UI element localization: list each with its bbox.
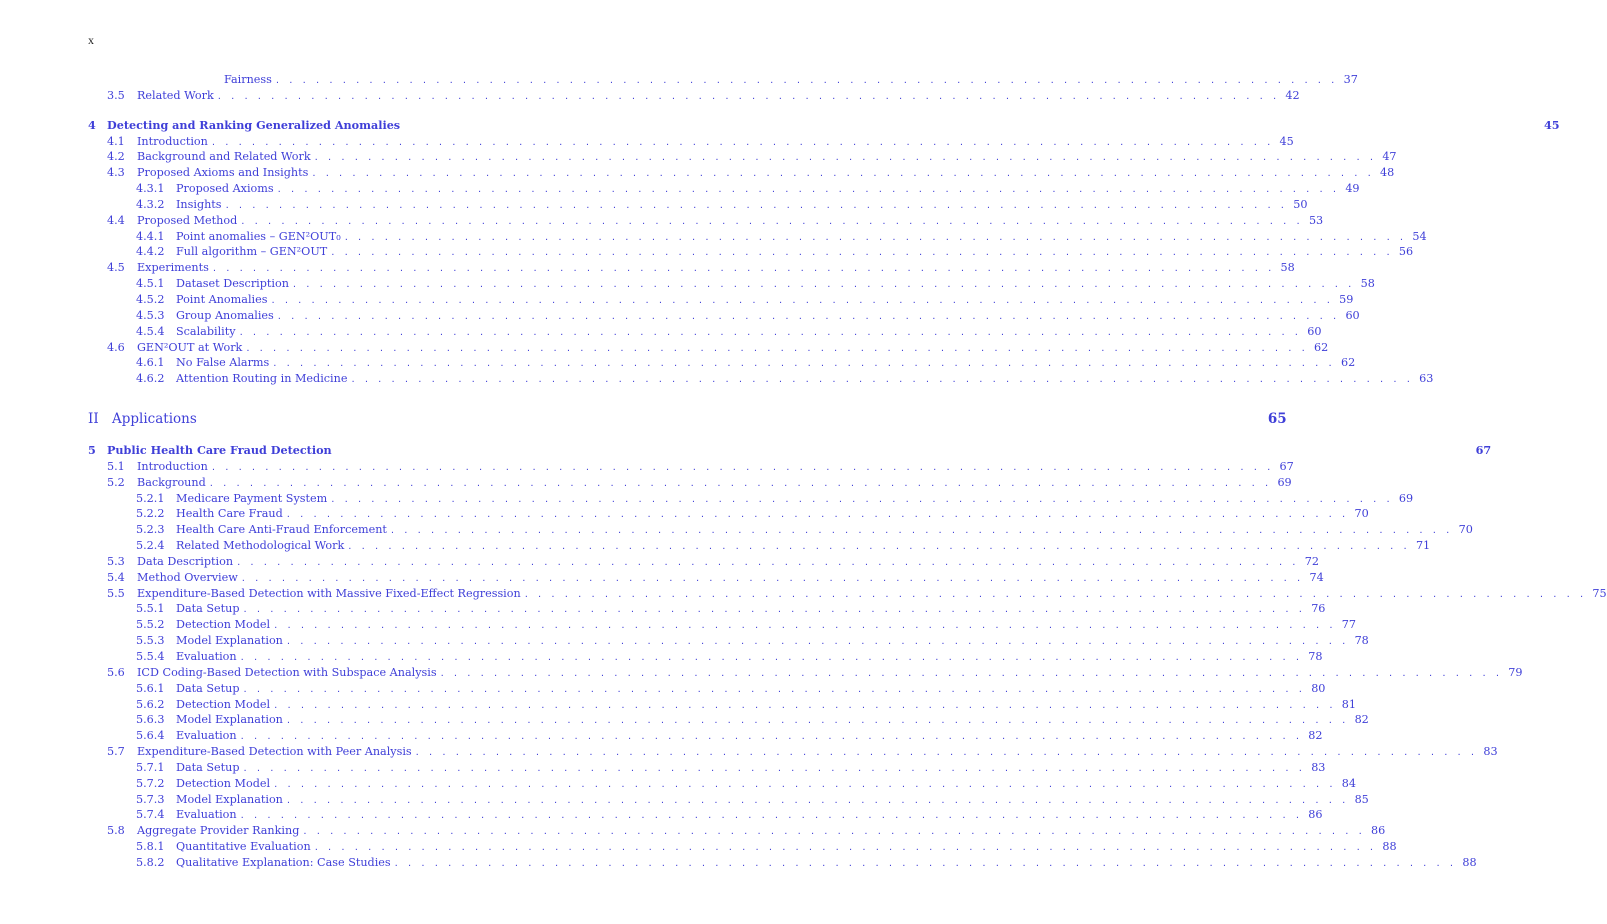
toc-entry[interactable]	[88, 197, 1308, 213]
toc-entry-page[interactable]: 76	[1311, 602, 1326, 616]
toc-entry-number: 4.4.2	[136, 245, 165, 259]
toc-entry-title[interactable]: Applications	[112, 411, 197, 428]
toc-entry-page[interactable]: 48	[1380, 166, 1395, 180]
dot-leader: . . . . . . . . . . . . . . . . . . . . . . . . . . . . . . . . . . . . . . . . . . . . . . . . . . . . . . . . . . . . . . . . . . . . . . . . . . . . . . . .	[240, 731, 1303, 743]
toc-entry-number: 5.8.2	[136, 855, 165, 869]
toc-entry-page[interactable]: 78	[1354, 634, 1369, 648]
dot-leader: . . . . . . . . . . . . . . . . . . . . . . . . . . . . . . . . . . . . . . . . . . . . . . . . . . . . . . . . . . . . . . . . . . . . . . . . . . . . . . . .	[344, 231, 1407, 243]
toc-entry-title[interactable]: Health Care Fraud	[176, 507, 283, 521]
toc-entry-title[interactable]: Introduction	[137, 134, 208, 148]
toc-entry-title[interactable]: Data Setup	[176, 681, 240, 695]
toc-entry-title[interactable]: Evaluation	[176, 808, 237, 822]
dot-leader: . . . . . . . . . . . . . . . . . . . . . . . . . . . . . . . . . . . . . . . . . . . . . . . . . . . . . . . . . . . . . . . . . . . . . . . . . . . . . . . .	[225, 199, 1288, 211]
toc-entry-page[interactable]: 45	[1544, 117, 1560, 132]
dot-leader: . . . . . . . . . . . . . . . . . . . . . . . . . . . . . . . . . . . . . . . . . . . . . . . . . . . . . . . . . . . . . . . . . . . . . . . . . . . . . . . .	[286, 636, 1349, 648]
table-of-contents	[88, 72, 1607, 871]
toc-entry-page[interactable]: 54	[1412, 229, 1427, 243]
toc-entry-title[interactable]: Evaluation	[176, 650, 237, 663]
toc-entry-title[interactable]: Data Setup	[176, 602, 240, 616]
toc-entry[interactable]	[88, 855, 1477, 871]
toc-entry-title[interactable]: Method Overview	[137, 570, 238, 584]
toc-entry[interactable]	[88, 633, 1369, 649]
toc-entry-page[interactable]: 63	[1419, 372, 1434, 386]
toc-entry[interactable]	[88, 522, 1473, 538]
toc-entry-page[interactable]: 67	[1279, 459, 1294, 473]
toc-entry-title[interactable]: Proposed Axioms	[176, 182, 274, 196]
toc-entry-number: 5.5.4	[136, 650, 165, 663]
toc-entry-title[interactable]: Quantitative Evaluation	[176, 840, 311, 854]
page-number: x	[88, 33, 94, 47]
dot-leader: . . . . . . . . . . . . . . . . . . . . . . . . . . . . . . . . . . . . . . . . . . . . . . . . . . . . . . . . . . . . . . . . . . . . . . . . . . . . . . . .	[394, 857, 1457, 869]
toc-entry-title[interactable]: Background	[137, 475, 206, 489]
toc-entry-title[interactable]: Medicare Payment System	[176, 491, 328, 505]
toc-entry-page[interactable]: 79	[1508, 665, 1523, 679]
toc-entry-page[interactable]: 82	[1308, 729, 1323, 743]
toc-entry[interactable]	[88, 649, 1323, 665]
toc-entry-page[interactable]: 83	[1311, 760, 1326, 774]
toc-entry-number: 5.4	[107, 570, 125, 584]
toc-entry-title[interactable]: GEN²OUT at Work	[137, 340, 243, 354]
toc-entry[interactable]	[88, 308, 1360, 324]
toc-entry-page[interactable]: 53	[1308, 213, 1324, 227]
toc-entry-page[interactable]: 81	[1341, 697, 1357, 711]
toc-entry-number: 4.5	[107, 261, 125, 275]
toc-entry-number: 5.7.3	[136, 792, 165, 806]
toc-entry-page[interactable]: 50	[1293, 197, 1308, 211]
toc-entry-title[interactable]: Attention Routing in Medicine	[176, 372, 348, 386]
toc-entry-number: 4.6.2	[136, 372, 165, 386]
toc-entry-number: 5.2.2	[136, 507, 165, 521]
toc-entry-number: 5.5.3	[136, 634, 165, 648]
dot-leader: . . . . . . . . . . . . . . . . . . . . . . . . . . . . . . . . . . . . . . . . . . . . . . . . . . . . . . . . . . . . . . . . . . . . . . . . . . . . . . . .	[240, 652, 1303, 663]
toc-entry[interactable]	[88, 409, 1287, 429]
dot-leader: . . . . . . . . . . . . . . . . . . . . . . . . . . . . . . . . . . . . . . . . . . . . . . . . . . . . . . . . . . . . . . . . . . . . . . . . . . . . . . . .	[241, 572, 1304, 584]
toc-entry-title[interactable]: Expenditure-Based Detection with Massive Fixed-Effect Regression	[137, 586, 521, 600]
toc-entry-page[interactable]: 65	[1267, 411, 1287, 428]
toc-entry[interactable]	[88, 324, 1322, 340]
toc-entry-page[interactable]: 69	[1398, 491, 1414, 505]
dot-leader: . . . . . . . . . . . . . . . . . . . . . . . . . . . . . . . . . . . . . . . . . . . . . . . . . . . . . . . . . . . . . . . . . . . . . . . . . . . . . . . .	[217, 90, 1280, 102]
toc-entry-title[interactable]: Dataset Description	[176, 277, 289, 291]
toc-entry-page[interactable]: 71	[1415, 539, 1431, 553]
toc-entry[interactable]	[88, 823, 1386, 839]
dot-leader: . . . . . . . . . . . . . . . . . . . . . . . . . . . . . . . . . . . . . . . . . . . . . . . . . . . . . . . . . . . . . . . . . . . . . . . . . . . . . . . .	[277, 310, 1340, 322]
toc-entry-title[interactable]: Scalability	[176, 324, 236, 338]
toc-entry-page[interactable]: 82	[1354, 713, 1369, 727]
toc-entry-page[interactable]: 85	[1354, 792, 1369, 806]
toc-entry-title[interactable]: Point Anomalies	[176, 292, 268, 306]
toc-entry-title[interactable]: Detection Model	[176, 618, 271, 632]
toc-entry[interactable]	[88, 88, 1300, 104]
toc-entry-title[interactable]: Insights	[176, 197, 222, 211]
toc-entry[interactable]	[88, 340, 1329, 356]
toc-entry-title[interactable]: Evaluation	[176, 729, 237, 743]
toc-entry[interactable]	[88, 276, 1375, 292]
toc-entry[interactable]	[88, 229, 1427, 245]
toc-entry-title[interactable]: Introduction	[137, 459, 208, 473]
dot-leader: . . . . . . . . . . . . . . . . . . . . . . . . . . . . . . . . . . . . . . . . . . . . . . . . . . . . . . . . . . . . . . . . . . . . . . . . . . . . . . . .	[286, 509, 1349, 521]
toc-entry[interactable]	[88, 728, 1323, 744]
toc-entry-page[interactable]: 59	[1339, 292, 1354, 306]
dot-leader: . . . . . . . . . . . . . . . . . . . . . . . . . . . . . . . . . . . . . . . . . . . . . . . . . . . . . . . . . . . . . . . . . . . . . . . . . . . . . . . .	[274, 699, 1337, 711]
toc-entry-number: 4.5.2	[136, 292, 165, 306]
toc-entry-page[interactable]: 86	[1371, 824, 1386, 838]
toc-entry-number: 4.5.3	[136, 308, 165, 322]
toc-entry[interactable]	[88, 538, 1431, 554]
toc-entry-title[interactable]: Related Methodological Work	[176, 539, 345, 553]
toc-entry[interactable]	[88, 744, 1498, 760]
toc-entry[interactable]	[88, 617, 1357, 633]
toc-entry[interactable]	[88, 134, 1294, 150]
dot-leader: . . . . . . . . . . . . . . . . . . . . . . . . . . . . . . . . . . . . . . . . . . . . . . . . . . . . . . . . . . . . . . . . . . . . . . . . . . . . . . . .	[274, 778, 1337, 790]
toc-entry-number: 4.4	[107, 213, 125, 227]
toc-entry[interactable]	[88, 712, 1369, 728]
toc-entry-title[interactable]: ICD Coding-Based Detection with Subspace Analysis	[137, 665, 437, 679]
toc-entry-number: 5.5	[107, 586, 125, 600]
toc-entry-number: 5.8.1	[136, 840, 165, 854]
toc-entry-page[interactable]: 77	[1341, 618, 1357, 632]
toc-entry-number: 4.1	[107, 134, 125, 148]
dot-leader: . . . . . . . . . . . . . . . . . . . . . . . . . . . . . . . . . . . . . . . . . . . . . . . . . . . . . . . . . . . . . . . . . . . . . . . . . . . . . . . .	[211, 461, 1274, 473]
toc-entry-title[interactable]: Data Description	[137, 554, 234, 568]
dot-leader: . . . . . . . . . . . . . . . . . . . . . . . . . . . . . . . . . . . . . . . . . . . . . . . . . . . . . . . . . . . . . . . . . . . . . . . . . . . . . . . .	[277, 184, 1340, 196]
toc-entry-title[interactable]: Detection Model	[176, 776, 271, 790]
dot-leader: . . . . . . . . . . . . . . . . . . . . . . . . . . . . . . . . . . . . . . . . . . . . . . . . . . . . . . . . . . . . . . . . . . . . . . . . . . . . . . . .	[275, 75, 1338, 86]
dot-leader: . . . . . . . . . . . . . . . . . . . . . . . . . . . . . . . . . . . . . . . . . . . . . . . . . . . . . . . . . . . . . . . . . . . . . . . . . . . . . . . .	[246, 342, 1309, 354]
toc-entry-number: II	[88, 411, 99, 428]
toc-entry[interactable]	[88, 807, 1323, 823]
toc-entry-page[interactable]: 75	[1592, 586, 1607, 600]
toc-entry[interactable]	[88, 681, 1326, 697]
toc-entry-page[interactable]: 88	[1382, 840, 1397, 854]
toc-entry-title[interactable]: Proposed Axioms and Insights	[137, 166, 309, 180]
toc-entry-page[interactable]: 47	[1382, 150, 1397, 164]
toc-entry[interactable]	[88, 443, 1492, 459]
toc-entry-number: 3.5	[107, 88, 125, 102]
dot-leader: . . . . . . . . . . . . . . . . . . . . . . . . . . . . . . . . . . . . . . . . . . . . . . . . . . . . . . . . . . . . . . . . . . . . . . . . . . . . . . . .	[415, 747, 1478, 759]
toc-entry-number: 5.7	[107, 745, 125, 759]
toc-entry-page[interactable]: 70	[1458, 523, 1473, 537]
toc-entry-page[interactable]: 69	[1277, 475, 1292, 489]
dot-leader: . . . . . . . . . . . . . . . . . . . . . . . . . . . . . . . . . . . . . . . . . . . . . . . . . . . . . . . . . . . . . . . . . . . . . . . . . . . . . . . .	[351, 374, 1414, 386]
toc-entry[interactable]	[88, 117, 1560, 134]
toc-entry[interactable]	[88, 839, 1397, 855]
toc-entry-number: 5.2	[107, 475, 125, 489]
dot-leader: . . . . . . . . . . . . . . . . . . . . . . . . . . . . . . . . . . . . . . . . . . . . . . . . . . . . . . . . . . . . . . . . . . . . . . . . . . . . . . . .	[286, 794, 1349, 806]
dot-leader: . . . . . . . . . . . . . . . . . . . . . . . . . . . . . . . . . . . . . . . . . . . . . . . . . . . . . . . . . . . . . . . . . . . . . . . . . . . . . . . .	[240, 810, 1303, 822]
toc-entry-page[interactable]: 78	[1308, 650, 1323, 663]
toc-entry-page[interactable]: 49	[1345, 182, 1360, 196]
toc-entry-title[interactable]: Qualitative Explanation: Case Studies	[176, 855, 391, 869]
dot-leader: . . . . . . . . . . . . . . . . . . . . . . . . . . . . . . . . . . . . . . . . . . . . . . . . . . . . . . . . . . . . . . . . . . . . . . . . . . . . . . . .	[312, 168, 1375, 180]
toc-entry-number: 5.6	[107, 665, 125, 679]
toc-entry[interactable]	[88, 491, 1414, 507]
toc-entry-title[interactable]: Experiments	[137, 261, 209, 275]
toc-entry-title[interactable]: Detecting and Ranking Generalized Anomalies	[107, 117, 401, 132]
toc-entry-title[interactable]: Expenditure-Based Detection with Peer Analysis	[137, 745, 412, 759]
toc-entry-title[interactable]: Health Care Anti-Fraud Enforcement	[176, 523, 387, 537]
dot-leader: . . . . . . . . . . . . . . . . . . . . . . . . . . . . . . . . . . . . . . . . . . . . . . . . . . . . . . . . . . . . . . . . . . . . . . . . . . . . . . . .	[440, 667, 1503, 679]
dot-leader: . . . . . . . . . . . . . . . . . . . . . . . . . . . . . . . . . . . . . . . . . . . . . . . . . . . . . . . . . . . . . . . . . . . . . . . . . . . . . . . .	[292, 279, 1355, 291]
toc-entry-page[interactable]: 80	[1311, 681, 1326, 695]
toc-entry-number: 4.2	[107, 150, 125, 164]
dot-leader: . . . . . . . . . . . . . . . . . . . . . . . . . . . . . . . . . . . . . . . . . . . . . . . . . . . . . . . . . . . . . . . . . . . . . . . . . . . . . . . .	[524, 588, 1587, 600]
dot-leader: . . . . . . . . . . . . . . . . . . . . . . . . . . . . . . . . . . . . . . . . . . . . . . . . . . . . . . . . . . . . . . . . . . . . . . . . . . . . . . . .	[390, 525, 1453, 537]
toc-entry-number: 5.6.2	[136, 697, 165, 711]
toc-entry-number: 5.5.2	[136, 618, 165, 632]
dot-leader: . . . . . . . . . . . . . . . . . . . . . . . . . . . . . . . . . . . . . . . . . . . . . . . . . . . . . . . . . . . . . . . . . . . . . . . . . . . . . . . .	[348, 541, 1411, 553]
toc-entry-title[interactable]: Model Explanation	[176, 634, 283, 648]
toc-entry-page[interactable]: 60	[1345, 308, 1360, 322]
toc-entry[interactable]	[88, 244, 1414, 260]
toc-entry-page[interactable]: 62	[1340, 356, 1356, 370]
toc-entry-page[interactable]: 56	[1398, 245, 1414, 259]
toc-entry[interactable]	[88, 371, 1434, 387]
toc-entry[interactable]	[88, 165, 1395, 181]
toc-entry-number: 5.5.1	[136, 602, 165, 616]
toc-entry-number: 5.7.2	[136, 776, 165, 790]
toc-entry-title[interactable]: No False Alarms	[176, 356, 270, 370]
dot-leader: . . . . . . . . . . . . . . . . . . . . . . . . . . . . . . . . . . . . . . . . . . . . . . . . . . . . . . . . . . . . . . . . . . . . . . . . . . . . . . . .	[314, 842, 1377, 854]
toc-entry-number: 5.3	[107, 554, 125, 568]
dot-leader: . . . . . . . . . . . . . . . . . . . . . . . . . . . . . . . . . . . . . . . . . . . . . . . . . . . . . . . . . . . . . . . . . . . . . . . . . . . . . . . .	[314, 152, 1377, 164]
toc-entry-page[interactable]: 45	[1279, 134, 1294, 148]
dot-leader: . . . . . . . . . . . . . . . . . . . . . . . . . . . . . . . . . . . . . . . . . . . . . . . . . . . . . . . . . . . . . . . . . . . . . . . . . . . . . . . .	[286, 715, 1349, 727]
toc-entry[interactable]	[88, 570, 1324, 586]
toc-entry[interactable]	[88, 355, 1356, 371]
toc-entry-number: 4.5.1	[136, 277, 165, 291]
dot-leader: . . . . . . . . . . . . . . . . . . . . . . . . . . . . . . . . . . . . . . . . . . . . . . . . . . . . . . . . . . . . . . . . . . . . . . . . . . . . . . . .	[243, 604, 1306, 616]
toc-entry-title[interactable]: Full algorithm – GEN²OUT	[176, 245, 328, 259]
dot-leader: . . . . . . . . . . . . . . . . . . . . . . . . . . . . . . . . . . . . . . . . . . . . . . . . . . . . . . . . . . . . . . . . . . . . . . . . . . . . . . . .	[243, 683, 1306, 695]
toc-entry[interactable]	[88, 506, 1369, 522]
toc-entry-number: 4.3	[107, 166, 125, 180]
toc-entry[interactable]	[88, 697, 1357, 713]
toc-entry-page[interactable]: 58	[1280, 261, 1295, 275]
toc-entry-number: 4.4.1	[136, 229, 165, 243]
toc-entry-title[interactable]: Proposed Method	[137, 213, 238, 227]
toc-entry-title[interactable]: Related Work	[137, 88, 214, 102]
dot-leader: . . . . . . . . . . . . . . . . . . . . . . . . . . . . . . . . . . . . . . . . . . . . . . . . . . . . . . . . . . . . . . . . . . . . . . . . . . . . . . . .	[243, 762, 1306, 774]
toc-entry[interactable]	[88, 181, 1360, 197]
dot-leader: . . . . . . . . . . . . . . . . . . . . . . . . . . . . . . . . . . . . . . . . . . . . . . . . . . . . . . . . . . . . . . . . . . . . . . . . . . . . . . . .	[331, 247, 1394, 259]
toc-entry[interactable]	[88, 665, 1523, 681]
toc-entry-title[interactable]: Detection Model	[176, 697, 271, 711]
toc-entry-page[interactable]: 74	[1309, 570, 1324, 584]
dot-leader: . . . . . . . . . . . . . . . . . . . . . . . . . . . . . . . . . . . . . . . . . . . . . . . . . . . . . . . . . . . . . . . . . . . . . . . . . . . . . . . .	[239, 326, 1302, 338]
toc-entry-page[interactable]: 84	[1341, 776, 1357, 790]
dot-leader: . . . . . . . . . . . . . . . . . . . . . . . . . . . . . . . . . . . . . . . . . . . . . . . . . . . . . . . . . . . . . . . . . . . . . . . . . . . . . . . .	[237, 556, 1299, 568]
toc-entry-number: 4.3.1	[136, 182, 165, 196]
toc-entry-number: 5.1	[107, 459, 125, 473]
toc-entry-number: 5.6.4	[136, 729, 165, 743]
toc-entry-page[interactable]: 37	[1343, 73, 1358, 86]
toc-entry[interactable]	[88, 601, 1326, 617]
toc-entry-title[interactable]: Point anomalies – GEN²OUT₀	[176, 229, 341, 243]
toc-entry-page[interactable]: 67	[1475, 443, 1492, 458]
toc-entry-number: 4	[88, 117, 96, 132]
toc-entry-page[interactable]: 70	[1354, 507, 1369, 521]
toc-entry[interactable]	[88, 292, 1354, 308]
toc-entry-number: 5.8	[107, 824, 125, 838]
dot-leader: . . . . . . . . . . . . . . . . . . . . . . . . . . . . . . . . . . . . . . . . . . . . . . . . . . . . . . . . . . . . . . . . . . . . . . . . . . . . . . . .	[241, 215, 1304, 227]
toc-entry-title[interactable]: Aggregate Provider Ranking	[137, 824, 300, 838]
dot-leader: . . . . . . . . . . . . . . . . . . . . . . . . . . . . . . . . . . . . . . . . . . . . . . . . . . . . . . . . . . . . . . . . . . . . . . . . . . . . . . . .	[271, 294, 1334, 306]
toc-entry-title[interactable]: Model Explanation	[176, 713, 283, 727]
dot-leader: . . . . . . . . . . . . . . . . . . . . . . . . . . . . . . . . . . . . . . . . . . . . . . . . . . . . . . . . . . . . . . . . . . . . . . . . . . . . . . . .	[274, 620, 1337, 632]
toc-entry-number: 4.5.4	[136, 324, 165, 338]
toc-entry-page[interactable]: 88	[1462, 855, 1477, 869]
toc-entry[interactable]	[88, 459, 1294, 475]
dot-leader: . . . . . . . . . . . . . . . . . . . . . . . . . . . . . . . . . . . . . . . . . . . . . . . . . . . . . . . . . . . . . . . . . . . . . . . . . . . . . . . .	[273, 358, 1336, 370]
toc-entry-page[interactable]: 60	[1307, 324, 1322, 338]
toc-entry-page[interactable]: 86	[1308, 808, 1323, 822]
toc-entry-number: 5	[88, 443, 96, 458]
toc-entry-page[interactable]: 83	[1483, 745, 1498, 759]
dot-leader: . . . . . . . . . . . . . . . . . . . . . . . . . . . . . . . . . . . . . . . . . . . . . . . . . . . . . . . . . . . . . . . . . . . . . . . . . . . . . . . .	[303, 826, 1366, 838]
toc-entry-number: 5.2.4	[136, 539, 165, 553]
toc-entry-title[interactable]: Group Anomalies	[176, 308, 274, 322]
toc-entry[interactable]	[88, 260, 1295, 276]
toc-entry[interactable]	[88, 554, 1319, 570]
dot-leader: . . . . . . . . . . . . . . . . . . . . . . . . . . . . . . . . . . . . . . . . . . . . . . . . . . . . . . . . . . . . . . . . . . . . . . . . . . . . . . . .	[331, 493, 1394, 505]
toc-entry-number: 4.3.2	[136, 197, 165, 211]
toc-entry-title[interactable]: Data Setup	[176, 760, 240, 774]
toc-entry[interactable]	[88, 792, 1369, 808]
toc-entry-title[interactable]: Fairness	[224, 73, 272, 86]
toc-entry-number: 5.2.3	[136, 523, 165, 537]
dot-leader: . . . . . . . . . . . . . . . . . . . . . . . . . . . . . . . . . . . . . . . . . . . . . . . . . . . . . . . . . . . . . . . . . . . . . . . . . . . . . . . .	[211, 136, 1274, 148]
dot-leader: . . . . . . . . . . . . . . . . . . . . . . . . . . . . . . . . . . . . . . . . . . . . . . . . . . . . . . . . . . . . . . . . . . . . . . . . . . . . . . . .	[209, 477, 1272, 489]
dot-leader: . . . . . . . . . . . . . . . . . . . . . . . . . . . . . . . . . . . . . . . . . . . . . . . . . . . . . . . . . . . . . . . . . . . . . . . . . . . . . . . .	[212, 263, 1275, 275]
toc-entry-page[interactable]: 42	[1285, 88, 1300, 102]
toc-entry-title[interactable]: Public Health Care Fraud Detection	[107, 443, 332, 458]
toc-entry[interactable]	[88, 776, 1357, 792]
toc-entry-page[interactable]: 62	[1314, 340, 1329, 354]
toc-entry[interactable]	[88, 72, 1358, 88]
toc-entry[interactable]	[88, 149, 1397, 165]
toc-entry-page[interactable]: 58	[1360, 277, 1375, 291]
toc-entry-page[interactable]: 72	[1304, 554, 1319, 568]
toc-entry[interactable]	[88, 586, 1607, 602]
toc-entry-number: 4.6.1	[136, 356, 165, 370]
toc-entry[interactable]	[88, 760, 1326, 776]
toc-entry-number: 5.6.1	[136, 681, 165, 695]
toc-entry-title[interactable]: Model Explanation	[176, 792, 283, 806]
toc-entry-number: 4.6	[107, 340, 125, 354]
toc-entry-number: 5.7.4	[136, 808, 165, 822]
toc-entry-title[interactable]: Background and Related Work	[137, 150, 311, 164]
toc-entry-number: 5.2.1	[136, 491, 165, 505]
toc-entry[interactable]	[88, 213, 1324, 229]
toc-entry[interactable]	[88, 475, 1292, 491]
toc-entry-number: 5.6.3	[136, 713, 165, 727]
toc-entry-number: 5.7.1	[136, 760, 165, 774]
